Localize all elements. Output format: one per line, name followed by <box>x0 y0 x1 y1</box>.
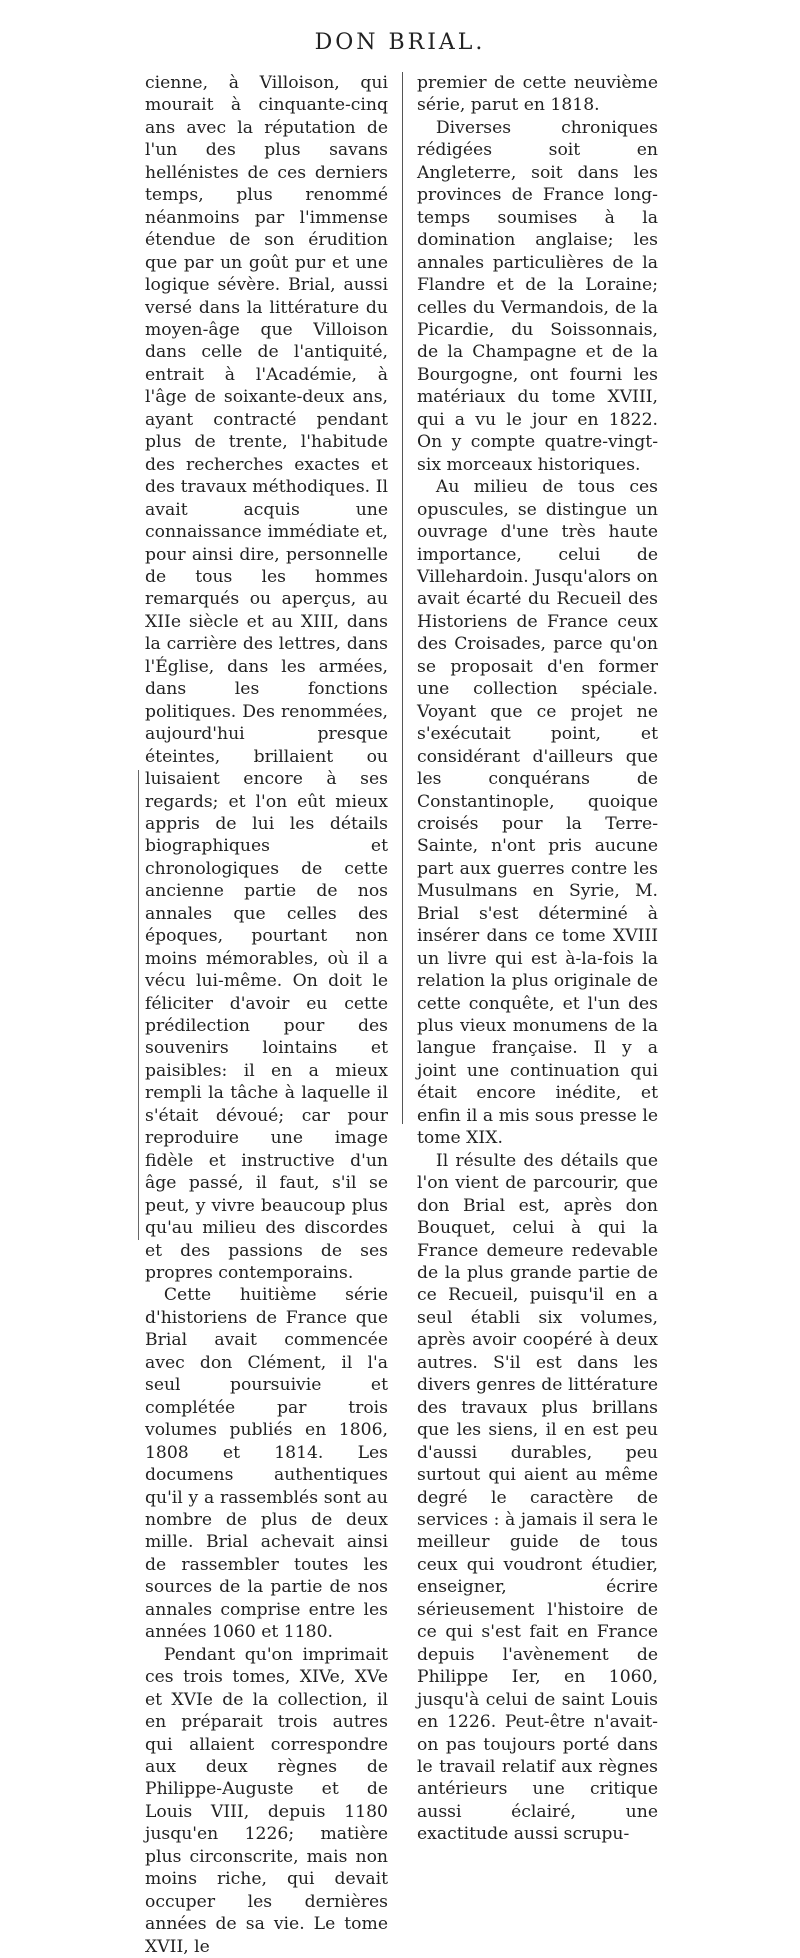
column-divider <box>402 72 403 1124</box>
left-paragraph-1: cienne, à Villoison, qui mourait à cinquante-cinq ans avec la réputation de l'un des plus savans hellénistes de ces derniers temps, plus renommé néanmoins par l'immense étendue de son érudition que par un goût pur et une logique sévère. Brial, aussi versé dans la littérature du moyen-âge que Villoison dans celle de l'antiquité, entrait à l'Académie, à l'âge de soixante-deux ans, ayant contracté pendant plus de trente, l'habitude des recherches exactes et des travaux méthodiques. Il avait acquis une connaissance immédiate et, pour ainsi dire, personnelle de tous les hommes remarqués ou aperçus, au XIIe siècle et au XIII, dans la carrière des lettres, dans l'Église, dans les armées, dans les fonctions politiques. Des renommées, aujourd'hui presque éteintes, brillaient ou luisaient encore à ses regards; et l'on eût mieux appris de lui les détails biographiques et chronologiques de cette ancienne partie de nos annales que celles des époques, pourtant non moins mémorables, où il a vécu lui-même. On doit le féliciter d'avoir eu cette prédilection pour des souvenirs lointains et paisibles: il en a mieux rempli la tâche à laquelle il s'était dévoué; car pour reproduire une image fidèle et instructive d'un âge passé, il faut, s'il se peut, y vivre beaucoup plus qu'au milieu des discordes et des passions de ses propres contemporains. <box>145 73 388 1284</box>
left-paragraph-2: Cette huitième série d'historiens de France que Brial avait commencée avec don Clément, il l'a seul poursuivie et complétée par trois volumes publiés en 1806, 1808 et 1814. Les documens authentiques qu'il y a rassemblés sont au nombre de plus de deux mille. Brial achevait ainsi de rassembler toutes les sources de la partie de nos annales comprise entre les années 1060 et 1180. <box>145 1285 388 1643</box>
running-head: DON BRIAL. <box>314 30 486 55</box>
right-paragraph-2: Diverses chroniques rédigées soit en Angleterre, soit dans les provinces de France long-temps soumises à la domination anglaise; les annales particulières de la Flandre et de la Loraine; celles du Vermandois, de la Picardie, du Soissonnais, de la Champagne et de la Bourgogne, ont fourni les matériaux du tome XVIII, qui a vu le jour en 1822. On y compte quatre-vingt-six morceaux historiques. <box>417 117 658 475</box>
left-column <box>145 72 388 1958</box>
right-paragraph-4: Il résulte des détails que l'on vient de parcourir, que don Brial est, après don Bouquet, celui à qui la France demeure redevable de la plus grande partie de ce Recueil, puisqu'il en a seul établi six volumes, après avoir coopéré à deux autres. S'il est dans les divers genres de littérature des travaux plus brillans que les siens, il en est peu d'aussi durables, peu surtout qui aient au même degré le caractère de services : à jamais il sera le meilleur guide de tous ceux qui voudront étudier, enseigner, écrire sérieusement l'histoire de ce qui s'est fait en France depuis l'avènement de Philippe Ier, en 1060, jusqu'à celui de saint Louis en 1226. Peut-être n'avait-on pas toujours porté dans le travail relatif aux règnes antérieurs une critique aussi éclairé, une exactitude aussi scrupu- <box>417 1150 658 1845</box>
right-paragraph-3: Au milieu de tous ces opuscules, se distingue un ouvrage d'une très haute importance, celui de Villehardoin. Jusqu'alors on avait écarté du Recueil des Historiens de France ceux des Croisades, parce qu'on se proposait d'en former une collection spéciale. Voyant que ce projet ne s'exécutait point, et considérant d'ailleurs que les conquérans de Constantinople, quoique croisés pour la Terre-Sainte, n'ont pris aucune part aux guerres contre les Musulmans en Syrie, M. Brial s'est déterminé à insérer dans ce tome XVIII un livre qui est à-la-fois la relation la plus originale de cette conquête, et l'un des plus vieux monumens de la langue française. Il y a joint une continuation qui était encore inédite, et enfin il a mis sous presse le tome XIX. <box>417 477 658 1149</box>
right-column <box>417 72 658 1846</box>
left-margin-rule <box>138 770 139 1240</box>
right-paragraph-1: premier de cette neuvième série, parut en 1818. <box>417 73 658 116</box>
left-paragraph-3: Pendant qu'on imprimait ces trois tomes, XIVe, XVe et XVIe de la collection, il en préparait trois autres qui allaient correspondre aux deux règnes de Philippe-Auguste et de Louis VIII, depuis 1180 jusqu'en 1226; matière plus circonscrite, mais non moins riche, qui devait occuper les dernières années de sa vie. Le tome XVII, le <box>145 1644 388 1957</box>
